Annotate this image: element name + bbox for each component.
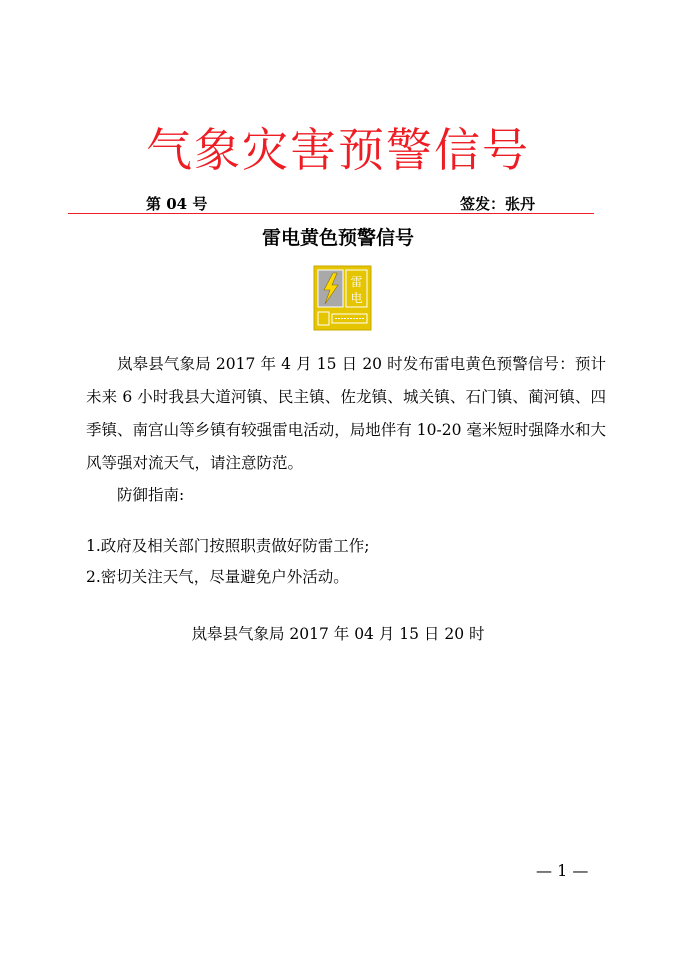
icon-glyph-top: 雷 xyxy=(350,275,363,289)
header-divider xyxy=(68,213,594,214)
guide-heading: 防御指南: xyxy=(117,486,185,504)
warning-body-paragraph: 岚皋县气象局 2017 年 4 月 15 日 20 时发布雷电黄色预警信号：预计未来 6 小时我县大道河镇、民主镇、佐龙镇、城关镇、石门镇、蔺河镇、四季镇、南宫山等乡镇有较强雷电活动，局地伴有 10-20 毫米短时强降水和大风等强对流天气，请注意防范。 xyxy=(86,355,606,472)
signal-title: 雷电黄色预警信号 xyxy=(261,227,414,249)
icon-glyph-bottom: 电 xyxy=(350,291,363,305)
issue-number: 第 04 号 xyxy=(146,195,208,213)
guide-item-1: 1.政府及相关部门按照职责做好防雷工作; xyxy=(86,537,370,555)
masthead-title: 气象灾害预警信号 xyxy=(146,123,530,177)
signer: 签发：张丹 xyxy=(460,195,536,213)
page-number: — 1 — xyxy=(536,861,589,880)
guide-item-2: 2.密切关注天气，尽量避免户外活动。 xyxy=(86,568,349,586)
lightning-yellow-warning-icon xyxy=(313,265,372,331)
issuer-signature: 岚皋县气象局 2017 年 04 月 15 日 20 时 xyxy=(191,625,485,643)
